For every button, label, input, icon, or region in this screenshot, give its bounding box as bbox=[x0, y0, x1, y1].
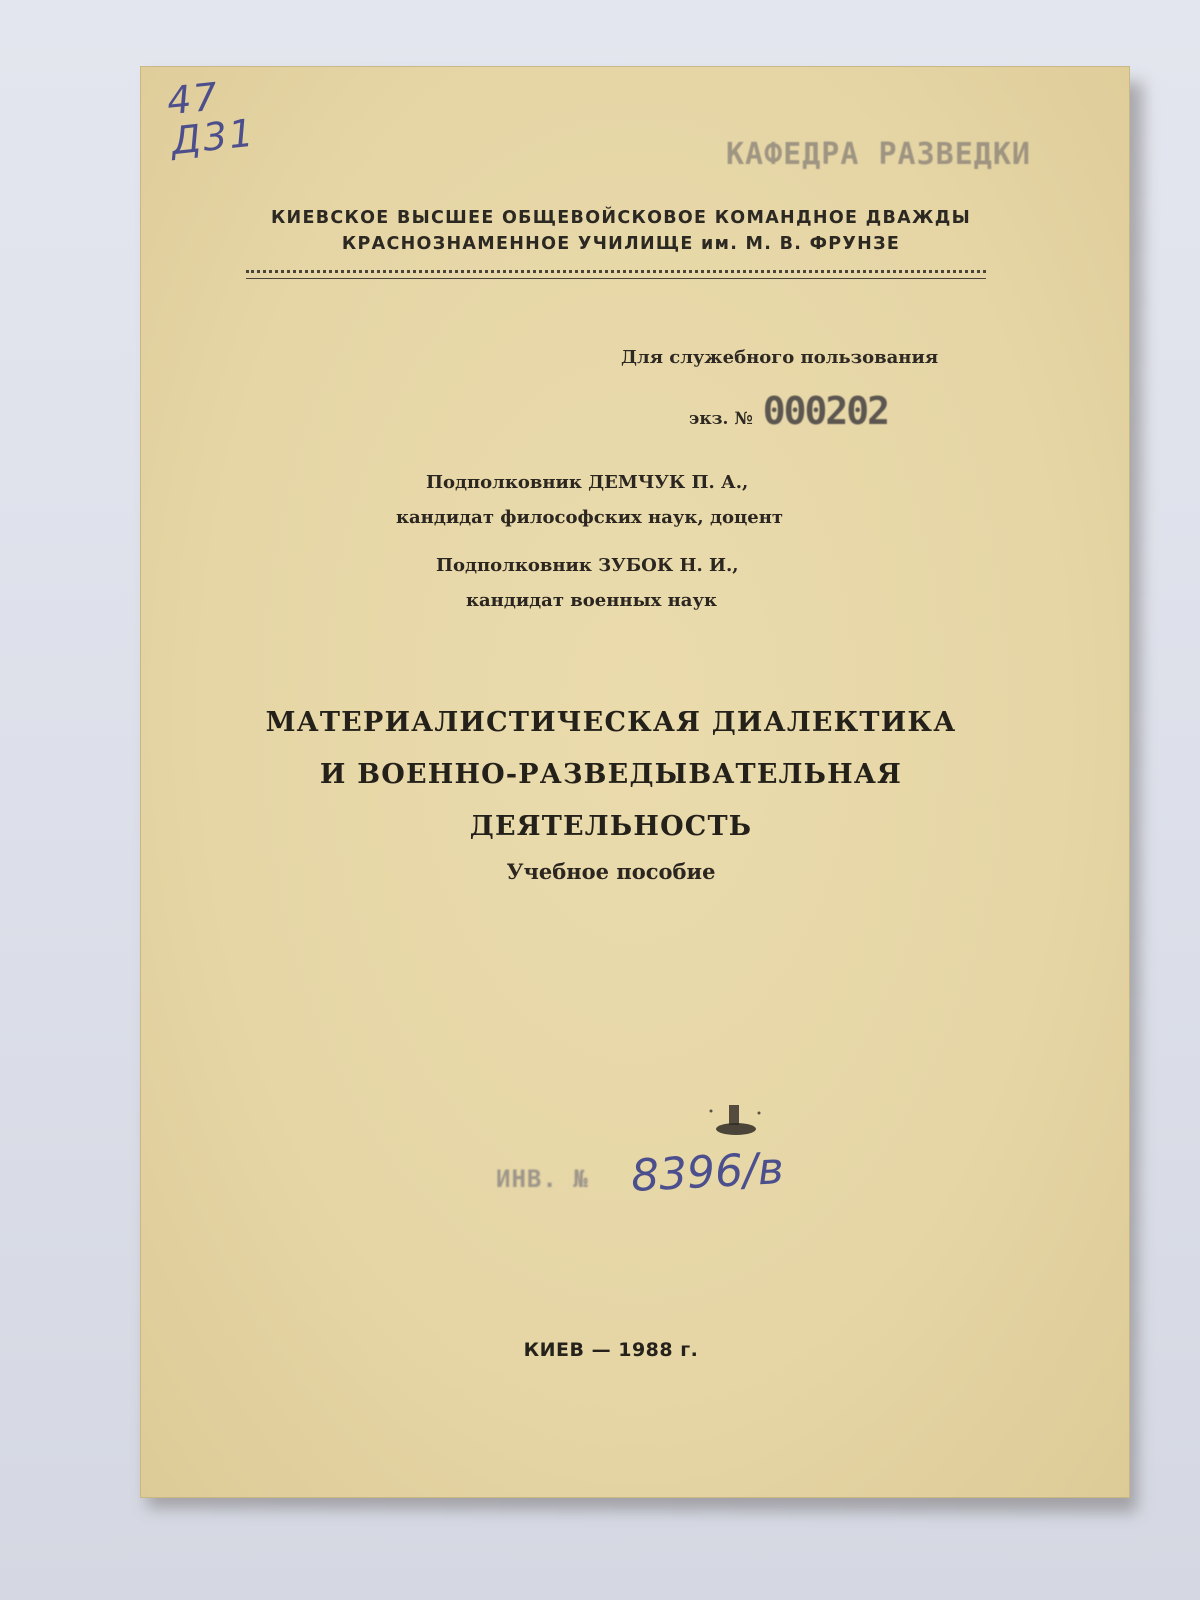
stamp-smudge bbox=[701, 1099, 771, 1148]
copy-number-row bbox=[689, 389, 888, 433]
classification-label: Для служебного пользования bbox=[621, 347, 939, 368]
institution-line1: КИЕВСКОЕ ВЫСШЕЕ ОБЩЕВОЙСКОВОЕ КОМАНДНОЕ ДВАЖДЫ bbox=[270, 208, 972, 228]
imprint: КИЕВ — 1988 г. bbox=[523, 1339, 699, 1361]
title-line3: ДЕЯТЕЛЬНОСТЬ bbox=[469, 811, 753, 842]
dotted-divider bbox=[246, 270, 986, 273]
title-line1: МАТЕРИАЛИСТИЧЕСКАЯ ДИАЛЕКТИКА bbox=[265, 707, 957, 738]
title-line2: И ВОЕННО-РАЗВЕДЫВАТЕЛЬНАЯ bbox=[319, 759, 903, 790]
copy-number-stamp: 000202 bbox=[762, 389, 889, 433]
solid-divider bbox=[246, 278, 986, 279]
booklet-cover bbox=[140, 66, 1130, 1498]
department-stamp: КАФЕДРА РАЗВЕДКИ bbox=[726, 137, 1031, 172]
book-title bbox=[221, 697, 1001, 853]
author-1-name: Подполковник ДЕМЧУК П. А., bbox=[426, 472, 749, 493]
copy-number-label: экз. № bbox=[689, 409, 753, 429]
author-2-name: Подполковник ЗУБОК Н. И., bbox=[436, 555, 739, 576]
author-1-degree: кандидат философских наук, доцент bbox=[396, 507, 784, 528]
ink-smudge-icon bbox=[701, 1099, 771, 1144]
handwritten-shelf-mark bbox=[164, 73, 258, 164]
institution-header bbox=[221, 205, 1021, 257]
author-2-degree: кандидат военных наук bbox=[466, 590, 717, 611]
handwritten-mark-line1: 47 bbox=[164, 74, 222, 124]
handwritten-mark-line2: Д31 bbox=[169, 110, 258, 164]
book-subtitle: Учебное пособие bbox=[506, 859, 716, 884]
inventory-number-handwritten: 8396/в bbox=[629, 1143, 785, 1202]
institution-line2: КРАСНОЗНАМЕННОЕ УЧИЛИЩЕ им. М. В. ФРУНЗЕ bbox=[341, 234, 901, 254]
inventory-label: ИНВ. № bbox=[496, 1165, 589, 1193]
